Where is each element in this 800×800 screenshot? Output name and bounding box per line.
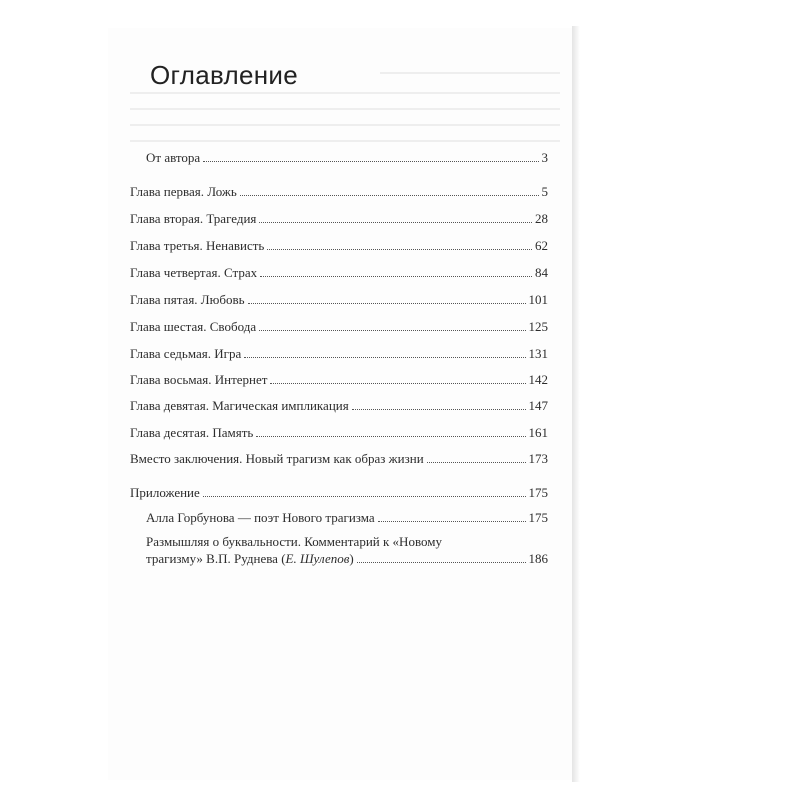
toc-entry-label: Вместо заключения. Новый трагизм как образ жизни bbox=[130, 451, 424, 466]
toc-entry-label: Глава первая. Ложь bbox=[130, 184, 237, 199]
dot-leader bbox=[256, 436, 525, 437]
dot-leader bbox=[259, 222, 532, 223]
toc-entry-label: Глава вторая. Трагедия bbox=[130, 211, 257, 226]
toc-entry bbox=[130, 265, 548, 281]
toc-entry-multiline bbox=[146, 533, 548, 567]
toc-entry-label: Приложение bbox=[130, 485, 200, 500]
toc-entry-label: Глава пятая. Любовь bbox=[130, 292, 245, 307]
toc-entry bbox=[130, 451, 548, 467]
toc-entry-label: Глава девятая. Магическая импликация bbox=[130, 398, 349, 413]
toc-entry-label-line2 bbox=[146, 550, 548, 567]
toc-entry-page: 5 bbox=[541, 184, 548, 199]
toc-entry bbox=[130, 211, 548, 227]
toc-entry-label: Глава седьмая. Игра bbox=[130, 346, 242, 361]
toc-entry-label: Алла Горбунова — поэт Нового трагизма bbox=[146, 510, 375, 525]
dot-leader bbox=[203, 496, 526, 497]
toc-entry-page: 131 bbox=[528, 346, 548, 361]
dot-leader bbox=[267, 249, 532, 250]
toc-entry-label-text: трагизму» В.П. Руднева ( bbox=[146, 551, 286, 566]
page-title: Оглавление bbox=[150, 60, 298, 90]
toc-entry-page: 186 bbox=[528, 551, 548, 566]
toc-entry-page: 161 bbox=[528, 425, 548, 440]
toc-entry-label: Глава четвертая. Страх bbox=[130, 265, 258, 280]
toc-entry bbox=[130, 398, 548, 414]
dot-leader bbox=[240, 195, 539, 196]
toc-entry-label-close: ) bbox=[349, 551, 354, 566]
dot-leader bbox=[248, 303, 526, 304]
toc-entry bbox=[130, 485, 548, 501]
toc-entry bbox=[130, 319, 548, 335]
toc-entry-label-line1: Размышляя о буквальности. Комментарий к «Новому bbox=[146, 534, 442, 549]
toc-entry bbox=[146, 510, 548, 526]
toc-entry-page: 84 bbox=[535, 265, 548, 280]
dot-leader bbox=[259, 330, 525, 331]
toc-entry-page: 142 bbox=[528, 372, 548, 387]
toc-entry bbox=[130, 184, 548, 200]
toc-entry-label: Глава восьмая. Интернет bbox=[130, 372, 268, 387]
toc-entry-page: 62 bbox=[535, 238, 548, 253]
toc-entry bbox=[130, 238, 548, 254]
toc-entry bbox=[146, 150, 548, 166]
toc-entry-page: 147 bbox=[528, 398, 548, 413]
toc-entry-label: От автора bbox=[146, 150, 201, 165]
toc-entry bbox=[130, 346, 548, 362]
toc-entry-label: Глава третья. Ненависть bbox=[130, 238, 265, 253]
toc-entry bbox=[130, 292, 548, 308]
toc-entry-label: Глава шестая. Свобода bbox=[130, 319, 257, 334]
toc-entry-label: Глава десятая. Память bbox=[130, 425, 254, 440]
toc-entry-page: 173 bbox=[528, 451, 548, 466]
dot-leader bbox=[378, 521, 526, 522]
dot-leader bbox=[260, 276, 532, 277]
toc-entry-page: 101 bbox=[528, 292, 548, 307]
toc-entry-page: 3 bbox=[541, 150, 548, 165]
toc-entry-author: Е. Шулепов bbox=[285, 551, 350, 566]
toc-entry bbox=[130, 425, 548, 441]
dot-leader bbox=[270, 383, 525, 384]
toc-entry-page: 28 bbox=[535, 211, 548, 226]
toc-entry-page: 125 bbox=[528, 319, 548, 334]
dot-leader bbox=[244, 357, 525, 358]
toc-entry bbox=[130, 372, 548, 388]
dot-leader bbox=[203, 161, 538, 162]
dot-leader bbox=[357, 562, 526, 563]
toc-entry-page: 175 bbox=[528, 485, 548, 500]
dot-leader bbox=[427, 462, 526, 463]
toc-entry-page: 175 bbox=[528, 510, 548, 525]
dot-leader bbox=[352, 409, 526, 410]
